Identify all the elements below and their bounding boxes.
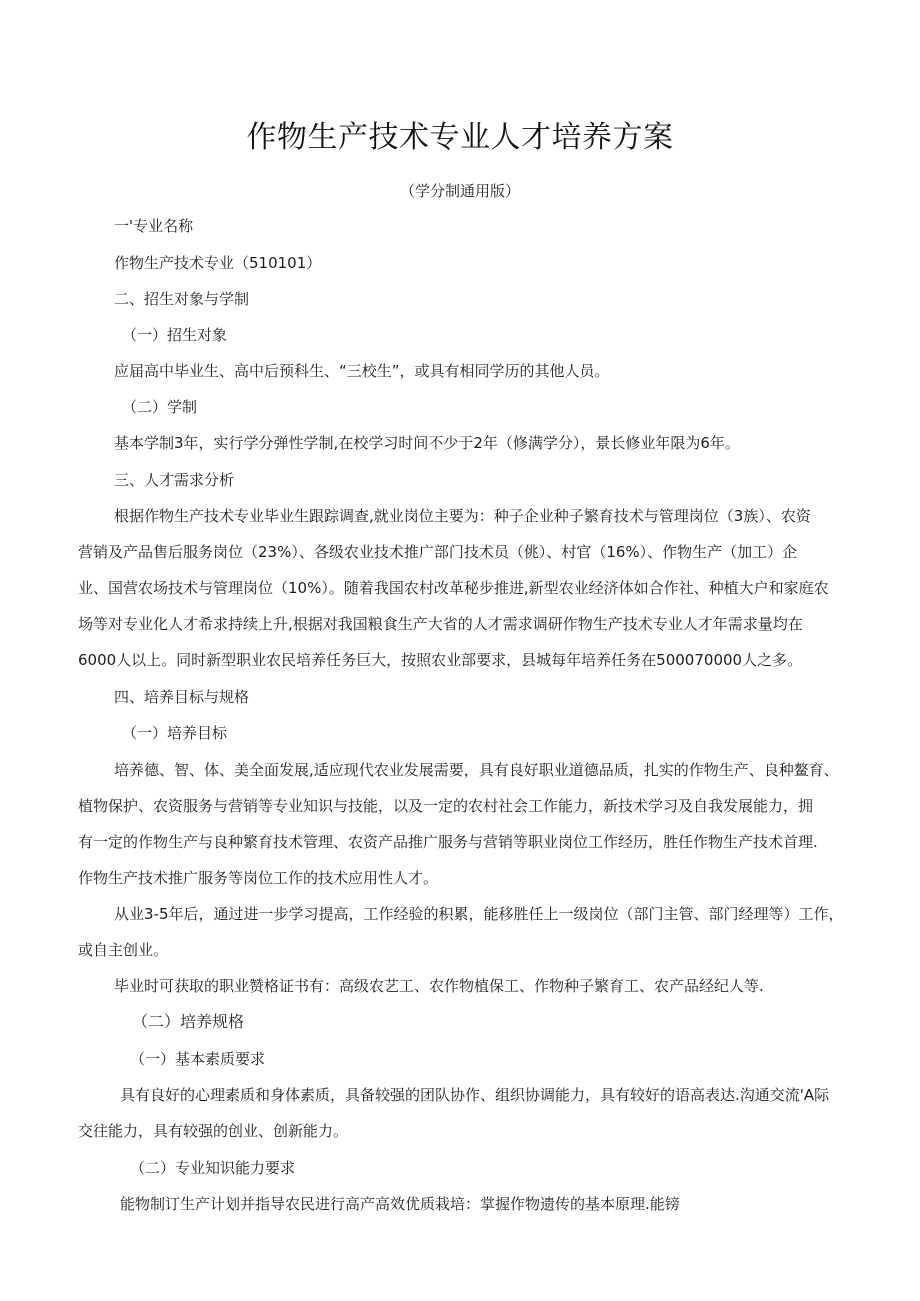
paragraph-line: 有一定的作物生产与良种繁育技术管理、农资产品推广服务与营销等职业岗位工作经历，胜任作物生产技术首理. (78, 833, 818, 851)
paragraph-line: 培养德、智、体、美全面发展,适应现代农业发展需要，具有良好职业道德品质，扎实的作物生产、良种鳌育、 (114, 761, 839, 779)
paragraph-line: 交往能力，具有较强的创业、创新能力。 (78, 1122, 349, 1140)
paragraph-line: 业、国营农场技术与管理岗位（10%）。随着我国农村改革秘步推进,新型农业经济体如合作社、种植大户和家庭农 (78, 579, 829, 597)
paragraph-line: 场等对专业化人才希求持续上升,根据对我国粮食生产大省的人才需求调研作物生产技术专业人才年需求量均在 (78, 615, 803, 633)
paragraph-line: 具有良好的心理素质和身体素质，具备较强的团队协作、组织协调能力，具有较好的语高表达.沟通交流'A际 (120, 1086, 830, 1104)
study-length-text: 基本学制3年，实行学分弹性学制,在校学习时间不少于2年（修满学分），景长修业年限为6年。 (114, 434, 740, 452)
major-name-text: 作物生产技术专业（510101） (114, 254, 322, 272)
subheading-study-length: （二）学制 (122, 398, 198, 416)
enrollment-target-text: 应届高中毕业生、高中后预科生、“三校生”，或具有相同学历的其他人员。 (114, 362, 610, 380)
document-subtitle: （学分制通用版） (399, 182, 520, 200)
certificates-text: 毕业时可获取的职业赞格证书有：高级农艺工、农作物植保工、作物种子繁育工、农产品经纪人等. (114, 977, 764, 995)
section-heading-major-name: 一'专业名称 (114, 217, 194, 235)
paragraph-line: 营销及产品售后服务岗位（23%）、各级农业技术推广部门技术员（佻）、村官（16%）、作物生产（加工）企 (78, 543, 798, 561)
section-heading-enrollment: 二、招生对象与学制 (114, 290, 250, 308)
subheading-training-goal: （一）培养目标 (122, 724, 228, 742)
subheading-enrollment-target: （一）招生对象 (122, 326, 228, 344)
section-heading-demand: 三、人才需求分析 (114, 471, 235, 489)
paragraph-line: 植物保护、农资服务与营销等专业知识与技能，以及一定的农村社会工作能力，新技术学习及自我发展能力，拥 (78, 797, 814, 815)
paragraph-line: 6000人以上。同时新型职业农民培养任务巨大，按照农业部要求，县城每年培养任务在500070000人之多。 (78, 651, 803, 669)
subheading-basic-quality: （一）基本素质要求 (130, 1050, 266, 1068)
paragraph-line: 作物生产技术推广服务等岗位工作的技术应用性人才。 (78, 869, 439, 887)
document-title: 作物生产技术专业人才培养方案 (246, 120, 674, 155)
paragraph-line: 或自主创业。 (78, 941, 169, 959)
paragraph-line: 能物制订生产计划并指导农民进行高产高效优质栽培：掌握作物遗传的基本原理.能镑 (120, 1195, 680, 1213)
section-heading-goals: 四、培养目标与规格 (114, 688, 250, 706)
paragraph-line: 从业3-5年后，通过进一步学习提高，工作经验的积累，能移胜任上一级岗位（部门主管、部门经理等）工作， (114, 905, 844, 923)
subheading-professional-ability: （二）专业知识能力要求 (130, 1159, 296, 1177)
subheading-training-spec: （二）培养规格 (132, 1012, 245, 1031)
paragraph-line: 根据作物生产技术专业毕业生跟踪调查,就业岗位主要为：种子企业种子繁育技术与管理岗位（3族）、农资 (114, 507, 811, 525)
